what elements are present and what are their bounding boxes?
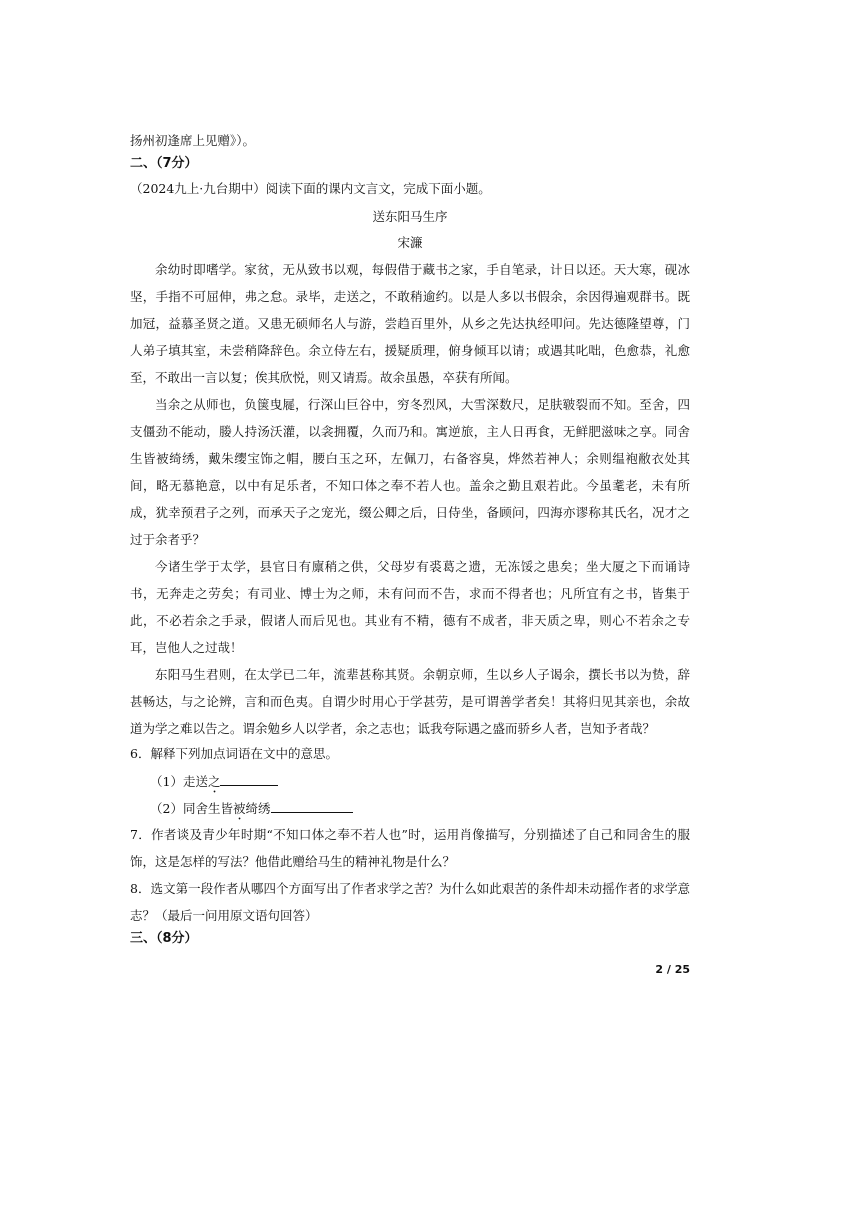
section-2-heading: 二、（7分） [130,156,198,171]
question-6-item-1 [150,773,278,796]
question-6-item-2 [150,800,353,823]
previous-question-tail: 扬州初逢席上见赠》）。 [130,133,256,148]
question-6-item-2-dotted-word: 被 [232,801,246,816]
passage-paragraph-4: 东阳马生君则，在太学已二年，流辈甚称其贤。余朝京师，生以乡人子谒余，撰长书以为贽，辞甚畅达，与之论辨，言和而色夷。自谓少时用心于学甚劳，是可谓善学者矣！其将归见其亲也，余故道为学之难以告之。谓余勉乡人以学者，余之志也；诋我夸际遇之盛而骄乡人者，岂知予者哉？ [130,667,690,736]
question-6-item-1-dotted-word: 之 [207,774,221,789]
passage-title: 送东阳马生序 [372,209,448,224]
question-6-stem: 6．解释下列加点词语在文中的意思。 [130,746,338,761]
passage-paragraph-2: 当余之从师也，负箧曳屣，行深山巨谷中，穷冬烈风，大雪深数尺，足肤皲裂而不知。至舍，四支僵劲不能动，媵人持汤沃灌，以衾拥覆，久而乃和。寓逆旅，主人日再食，无鲜肥滋味之享。同舍生皆被绮绣，戴朱缨宝饰之帽，腰白玉之环，左佩刀，右备容臭，烨然若神人；余则缊袍敝衣处其间，略无慕艳意，以中有足乐者，不知口体之奉不若人也。盖余之勤且艰若此。今虽耄老，未有所成，犹幸预君子之列，而承天子之宠光，缀公卿之后，日侍坐，备顾问，四海亦谬称其氏名，况才之过于余者乎？ [130,397,690,547]
question-6-item-1-prefix: （1）走送 [150,774,208,789]
passage-paragraph-1: 余幼时即嗜学。家贫，无从致书以观，每假借于藏书之家，手自笔录，计日以还。天大寒，砚冰坚，手指不可屈伸，弗之怠。录毕，走送之，不敢稍逾约。以是人多以书假余，余因得遍观群书。既加冠，益慕圣贤之道。又患无硕师名人与游，尝趋百里外，从乡之先达执经叩问。先达德隆望尊，门人弟子填其室，未尝稍降辞色。余立侍左右，援疑质理，俯身倾耳以请；或遇其叱咄，色愈恭，礼愈至，不敢出一言以复；俟其欣悦，则又请焉。故余虽愚，卒获有所闻。 [130,262,690,385]
page-number: 2 / 25 [655,963,690,976]
question-8: 8．选文第一段作者从哪四个方面写出了作者求学之苦？为什么如此艰苦的条件却未动摇作者的求学意志？（最后一问用原文语句回答） [130,881,690,923]
passage-paragraph-3: 今诸生学于太学，县官日有廪稍之供，父母岁有裘葛之遗，无冻馁之患矣；坐大厦之下而诵诗书，无奔走之劳矣；有司业、博士为之师，未有问而不告，求而不得者也；凡所宜有之书，皆集于此，不必若余之手录，假诸人而后见也。其业有不精，德有不成者，非天质之卑，则心不若余之专耳，岂他人之过哉！ [130,559,690,655]
answer-blank-1[interactable] [220,773,278,786]
answer-blank-2[interactable] [271,800,353,813]
section-2-intro: （2024九上·九台期中）阅读下面的课内文言文，完成下面小题。 [130,181,491,196]
question-7: 7．作者谈及青少年时期“不知口体之奉不若人也”时，运用肖像描写，分别描述了自己和同舍生的服饰，这是怎样的写法？他借此赠给马生的精神礼物是什么？ [130,827,690,869]
passage-author: 宋濂 [397,235,423,250]
question-6-item-2-suffix: 绮绣 [245,801,271,816]
section-3-heading: 三、（8分） [130,931,198,946]
question-6-item-2-prefix: （2）同舍生皆 [150,801,233,816]
